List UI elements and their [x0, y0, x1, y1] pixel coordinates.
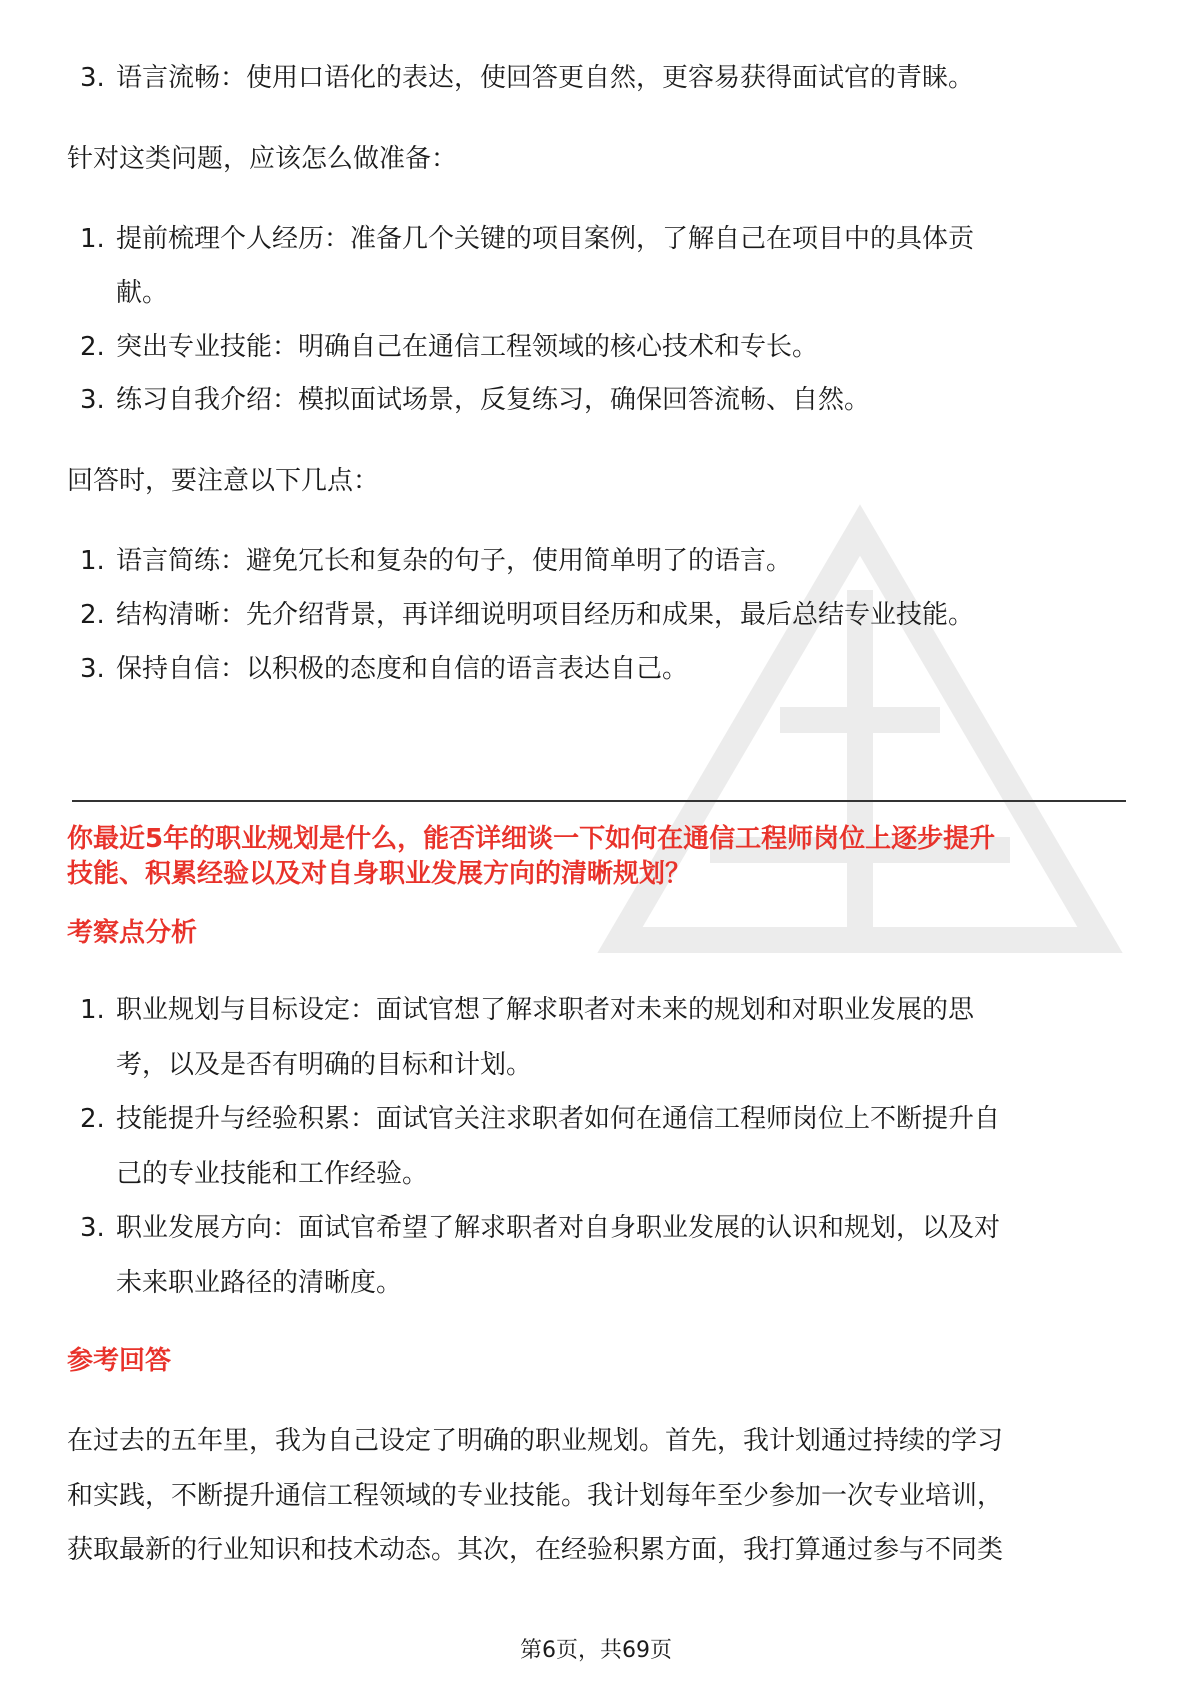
list-number: 2. [80, 1104, 105, 1134]
paragraph-line: 和实践，不断提升通信工程领域的专业技能。我计划每年至少参加一次专业培训， [67, 1481, 1004, 1511]
list-item-text: 提前梳理个人经历：准备几个关键的项目案例，了解自己在项目中的具体贡 [116, 224, 975, 254]
list-number: 2. [80, 332, 105, 362]
list-item-text: 语言简练：避免冗长和复杂的句子，使用简单明了的语言。 [116, 546, 793, 576]
list-item-text-cont: 己的专业技能和工作经验。 [116, 1159, 429, 1189]
list-number: 3. [80, 385, 105, 415]
answer-heading: 回答时，要注意以下几点： [67, 466, 380, 496]
list-item-text: 结构清晰：先介绍背景，再详细说明项目经历和成果，最后总结专业技能。 [116, 600, 975, 630]
list-item-text-cont: 未来职业路径的清晰度。 [116, 1268, 403, 1298]
list-item-text: 练习自我介绍：模拟面试场景，反复练习，确保回答流畅、自然。 [116, 385, 871, 415]
question-title: 你最近5年的职业规划是什么，能否详细谈一下如何在通信工程师岗位上逐步提升 [67, 824, 996, 854]
question-title-cont: 技能、积累经验以及对自身职业发展方向的清晰规划？ [67, 859, 692, 889]
prep-heading: 针对这类问题，应该怎么做准备： [67, 144, 458, 174]
list-item-text-cont: 考，以及是否有明确的目标和计划。 [116, 1050, 533, 1080]
list-item-text: 突出专业技能：明确自己在通信工程领域的核心技术和专长。 [116, 332, 819, 362]
list-number: 1. [80, 995, 105, 1025]
reference-heading: 参考回答 [67, 1346, 172, 1376]
section-divider [72, 800, 1126, 802]
list-number: 1. [80, 546, 105, 576]
list-item-text: 语言流畅：使用口语化的表达，使回答更自然，更容易获得面试官的青睐。 [116, 63, 975, 93]
list-number: 3. [80, 654, 105, 684]
paragraph-line: 获取最新的行业知识和技术动态。其次，在经验积累方面，我打算通过参与不同类 [67, 1535, 1004, 1565]
list-item-text: 职业发展方向：面试官希望了解求职者对自身职业发展的认识和规划，以及对 [116, 1213, 1001, 1243]
analysis-heading: 考察点分析 [67, 918, 198, 948]
list-number: 1. [80, 224, 105, 254]
list-item-text: 职业规划与目标设定：面试官想了解求职者对未来的规划和对职业发展的思 [116, 995, 975, 1025]
list-item-text: 保持自信：以积极的态度和自信的语言表达自己。 [116, 654, 689, 684]
paragraph-line: 在过去的五年里，我为自己设定了明确的职业规划。首先，我计划通过持续的学习 [67, 1426, 1004, 1456]
list-item-text-cont: 献。 [116, 278, 169, 308]
page-number: 第6页，共69页 [520, 1638, 672, 1663]
list-number: 3. [80, 63, 105, 93]
list-number: 2. [80, 600, 105, 630]
list-number: 3. [80, 1213, 105, 1243]
list-item-text: 技能提升与经验积累：面试官关注求职者如何在通信工程师岗位上不断提升自 [116, 1104, 1001, 1134]
